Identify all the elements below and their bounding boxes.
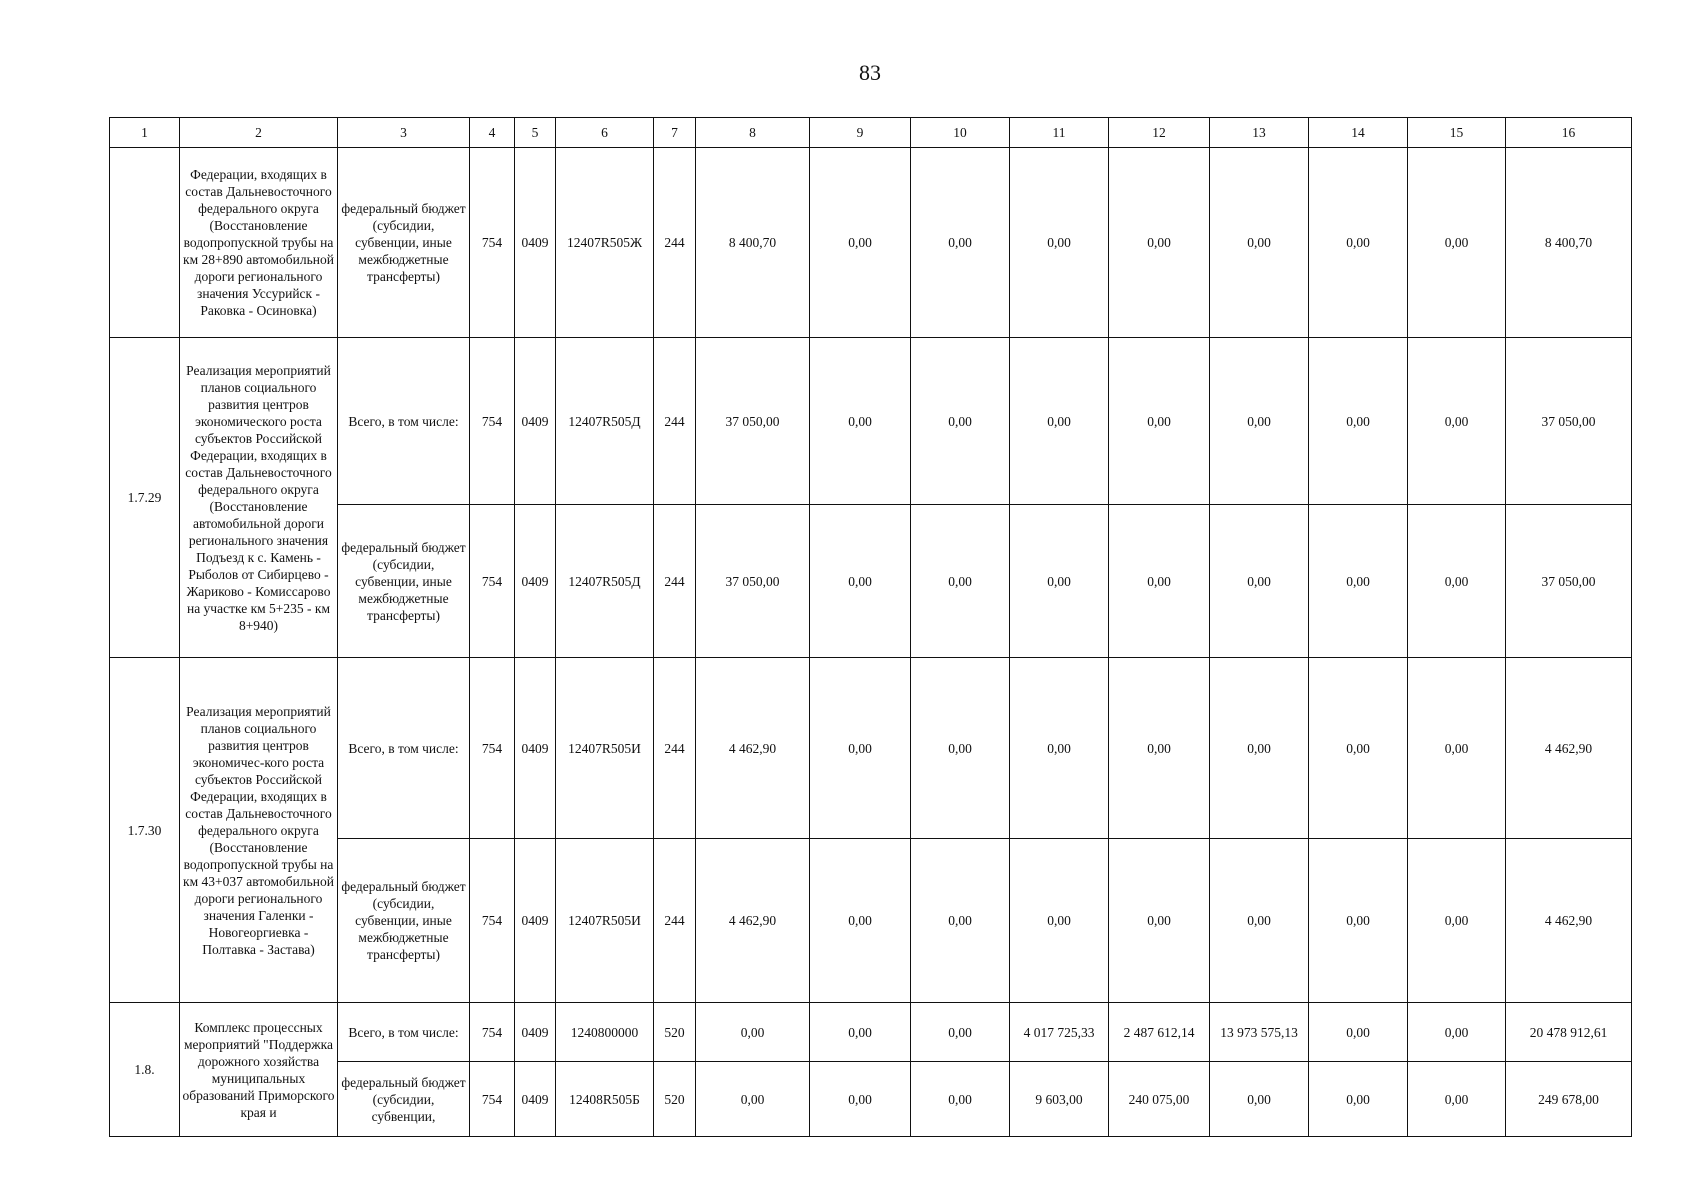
budget-code-cell: 0409	[515, 1003, 556, 1062]
budget-code-cell: 244	[654, 839, 696, 1003]
funding-source: Всего, в том числе:	[338, 658, 470, 839]
amount-cell: 0,00	[1309, 1062, 1408, 1137]
column-number-row	[110, 118, 1632, 148]
funding-source: федеральный бюджет (субсидии, субвенции,	[338, 1062, 470, 1137]
item-name: Реализация мероприятий планов социального развития центров экономичес-кого роста субъектов Российской Федерации, входящих в состав Дальневосточного федерального округа (Восстановление водопропускной трубы на км 43+037 автомобильной дороги регионального значения Галенки - Новогеоргиевка - Полтавка - Застава)	[180, 658, 338, 1003]
item-number: 1.7.30	[110, 658, 180, 1003]
amount-cell: 0,00	[1408, 658, 1506, 839]
amount-cell: 0,00	[1309, 658, 1408, 839]
column-number-header: 1	[110, 118, 180, 148]
table-row	[110, 505, 1632, 658]
budget-code-cell: 754	[470, 1003, 515, 1062]
amount-cell: 0,00	[911, 338, 1010, 505]
amount-cell: 0,00	[1309, 505, 1408, 658]
budget-code-cell: 0409	[515, 148, 556, 338]
column-number-header: 16	[1506, 118, 1632, 148]
amount-cell: 4 462,90	[696, 658, 810, 839]
funding-source: федеральный бюджет (субсидии, субвенции, иные межбюджетные трансферты)	[338, 505, 470, 658]
amount-cell: 0,00	[1010, 839, 1109, 1003]
table-row	[110, 658, 1632, 839]
amount-cell: 249 678,00	[1506, 1062, 1632, 1137]
item-name: Федерации, входящих в состав Дальневосточного федерального округа (Восстановление водопропускной трубы на км 28+890 автомобильной дороги регионального значения Уссурийск - Раковка - Осиновка)	[180, 148, 338, 338]
table-row	[110, 1003, 1632, 1062]
amount-cell: 0,00	[911, 1003, 1010, 1062]
item-number: 1.7.29	[110, 338, 180, 658]
item-name: Реализация мероприятий планов социального развития центров экономического роста субъектов Российской Федерации, входящих в состав Дальневосточного федерального округа (Восстановление автомобильной дороги регионального значения Подъезд к с. Камень - Рыболов от Сибирцево - Жариково - Комиссарово на участке км 5+235 - км 8+940)	[180, 338, 338, 658]
budget-code-cell: 754	[470, 1062, 515, 1137]
amount-cell: 0,00	[1309, 1003, 1408, 1062]
amount-cell: 0,00	[1210, 839, 1309, 1003]
amount-cell: 0,00	[1109, 338, 1210, 505]
budget-code-cell: 12407R505И	[556, 658, 654, 839]
funding-source: федеральный бюджет (субсидии, субвенции, иные межбюджетные трансферты)	[338, 839, 470, 1003]
budget-table	[109, 117, 1632, 1137]
amount-cell: 0,00	[1309, 338, 1408, 505]
amount-cell: 0,00	[1408, 505, 1506, 658]
amount-cell: 0,00	[1010, 658, 1109, 839]
amount-cell: 0,00	[1309, 839, 1408, 1003]
column-number-header: 12	[1109, 118, 1210, 148]
budget-code-cell: 520	[654, 1062, 696, 1137]
amount-cell: 0,00	[810, 505, 911, 658]
amount-cell: 4 462,90	[696, 839, 810, 1003]
amount-cell: 13 973 575,13	[1210, 1003, 1309, 1062]
amount-cell: 4 017 725,33	[1010, 1003, 1109, 1062]
item-number: 1.8.	[110, 1003, 180, 1137]
funding-source: федеральный бюджет (субсидии, субвенции, иные межбюджетные трансферты)	[338, 148, 470, 338]
amount-cell: 0,00	[1109, 839, 1210, 1003]
budget-code-cell: 244	[654, 658, 696, 839]
column-number-header: 4	[470, 118, 515, 148]
budget-code-cell: 754	[470, 148, 515, 338]
amount-cell: 0,00	[1408, 1062, 1506, 1137]
amount-cell: 37 050,00	[696, 505, 810, 658]
budget-code-cell: 754	[470, 338, 515, 505]
column-number-header: 3	[338, 118, 470, 148]
amount-cell: 0,00	[696, 1062, 810, 1137]
budget-code-cell: 1240800000	[556, 1003, 654, 1062]
amount-cell: 0,00	[911, 1062, 1010, 1137]
amount-cell: 0,00	[810, 1003, 911, 1062]
amount-cell: 0,00	[1210, 338, 1309, 505]
budget-code-cell: 0409	[515, 658, 556, 839]
amount-cell: 0,00	[1210, 505, 1309, 658]
column-number-header: 10	[911, 118, 1010, 148]
amount-cell: 240 075,00	[1109, 1062, 1210, 1137]
amount-cell: 0,00	[911, 658, 1010, 839]
budget-code-cell: 0409	[515, 839, 556, 1003]
amount-cell: 0,00	[810, 148, 911, 338]
amount-cell: 0,00	[911, 505, 1010, 658]
column-number-header: 14	[1309, 118, 1408, 148]
amount-cell: 0,00	[1408, 839, 1506, 1003]
amount-cell: 0,00	[1309, 148, 1408, 338]
column-number-header: 5	[515, 118, 556, 148]
budget-code-cell: 520	[654, 1003, 696, 1062]
column-number-header: 6	[556, 118, 654, 148]
amount-cell: 0,00	[911, 148, 1010, 338]
amount-cell: 0,00	[810, 839, 911, 1003]
amount-cell: 37 050,00	[1506, 505, 1632, 658]
budget-code-cell: 244	[654, 148, 696, 338]
amount-cell: 37 050,00	[696, 338, 810, 505]
amount-cell: 0,00	[810, 1062, 911, 1137]
budget-code-cell: 244	[654, 505, 696, 658]
amount-cell: 37 050,00	[1506, 338, 1632, 505]
funding-source: Всего, в том числе:	[338, 338, 470, 505]
table-row	[110, 338, 1632, 505]
budget-code-cell: 0409	[515, 338, 556, 505]
amount-cell: 0,00	[1010, 148, 1109, 338]
amount-cell: 8 400,70	[696, 148, 810, 338]
amount-cell: 2 487 612,14	[1109, 1003, 1210, 1062]
amount-cell: 0,00	[1010, 505, 1109, 658]
amount-cell: 0,00	[1109, 148, 1210, 338]
amount-cell: 8 400,70	[1506, 148, 1632, 338]
column-number-header: 7	[654, 118, 696, 148]
item-name: Комплекс процессных мероприятий "Поддержка дорожного хозяйства муниципальных образований Приморского края и	[180, 1003, 338, 1137]
budget-code-cell: 244	[654, 338, 696, 505]
amount-cell: 0,00	[911, 839, 1010, 1003]
amount-cell: 0,00	[810, 658, 911, 839]
amount-cell: 0,00	[1109, 505, 1210, 658]
table-row	[110, 1062, 1632, 1137]
budget-code-cell: 12407R505Ж	[556, 148, 654, 338]
budget-code-cell: 12408R505Б	[556, 1062, 654, 1137]
amount-cell: 4 462,90	[1506, 658, 1632, 839]
budget-code-cell: 754	[470, 839, 515, 1003]
amount-cell: 0,00	[1210, 1062, 1309, 1137]
amount-cell: 0,00	[1408, 338, 1506, 505]
budget-code-cell: 12407R505Д	[556, 505, 654, 658]
item-number	[110, 148, 180, 338]
amount-cell: 9 603,00	[1010, 1062, 1109, 1137]
budget-code-cell: 0409	[515, 505, 556, 658]
budget-code-cell: 12407R505И	[556, 839, 654, 1003]
amount-cell: 0,00	[1210, 148, 1309, 338]
budget-code-cell: 0409	[515, 1062, 556, 1137]
amount-cell: 0,00	[1010, 338, 1109, 505]
amount-cell: 0,00	[1210, 658, 1309, 839]
table-row	[110, 839, 1632, 1003]
amount-cell: 0,00	[1408, 148, 1506, 338]
column-number-header: 8	[696, 118, 810, 148]
amount-cell: 0,00	[1408, 1003, 1506, 1062]
amount-cell: 4 462,90	[1506, 839, 1632, 1003]
column-number-header: 9	[810, 118, 911, 148]
column-number-header: 15	[1408, 118, 1506, 148]
budget-code-cell: 12407R505Д	[556, 338, 654, 505]
amount-cell: 0,00	[696, 1003, 810, 1062]
table-row	[110, 148, 1632, 338]
page-number: 83	[859, 60, 881, 85]
amount-cell: 20 478 912,61	[1506, 1003, 1632, 1062]
column-number-header: 11	[1010, 118, 1109, 148]
amount-cell: 0,00	[1109, 658, 1210, 839]
amount-cell: 0,00	[810, 338, 911, 505]
column-number-header: 13	[1210, 118, 1309, 148]
budget-code-cell: 754	[470, 658, 515, 839]
funding-source: Всего, в том числе:	[338, 1003, 470, 1062]
budget-code-cell: 754	[470, 505, 515, 658]
column-number-header: 2	[180, 118, 338, 148]
